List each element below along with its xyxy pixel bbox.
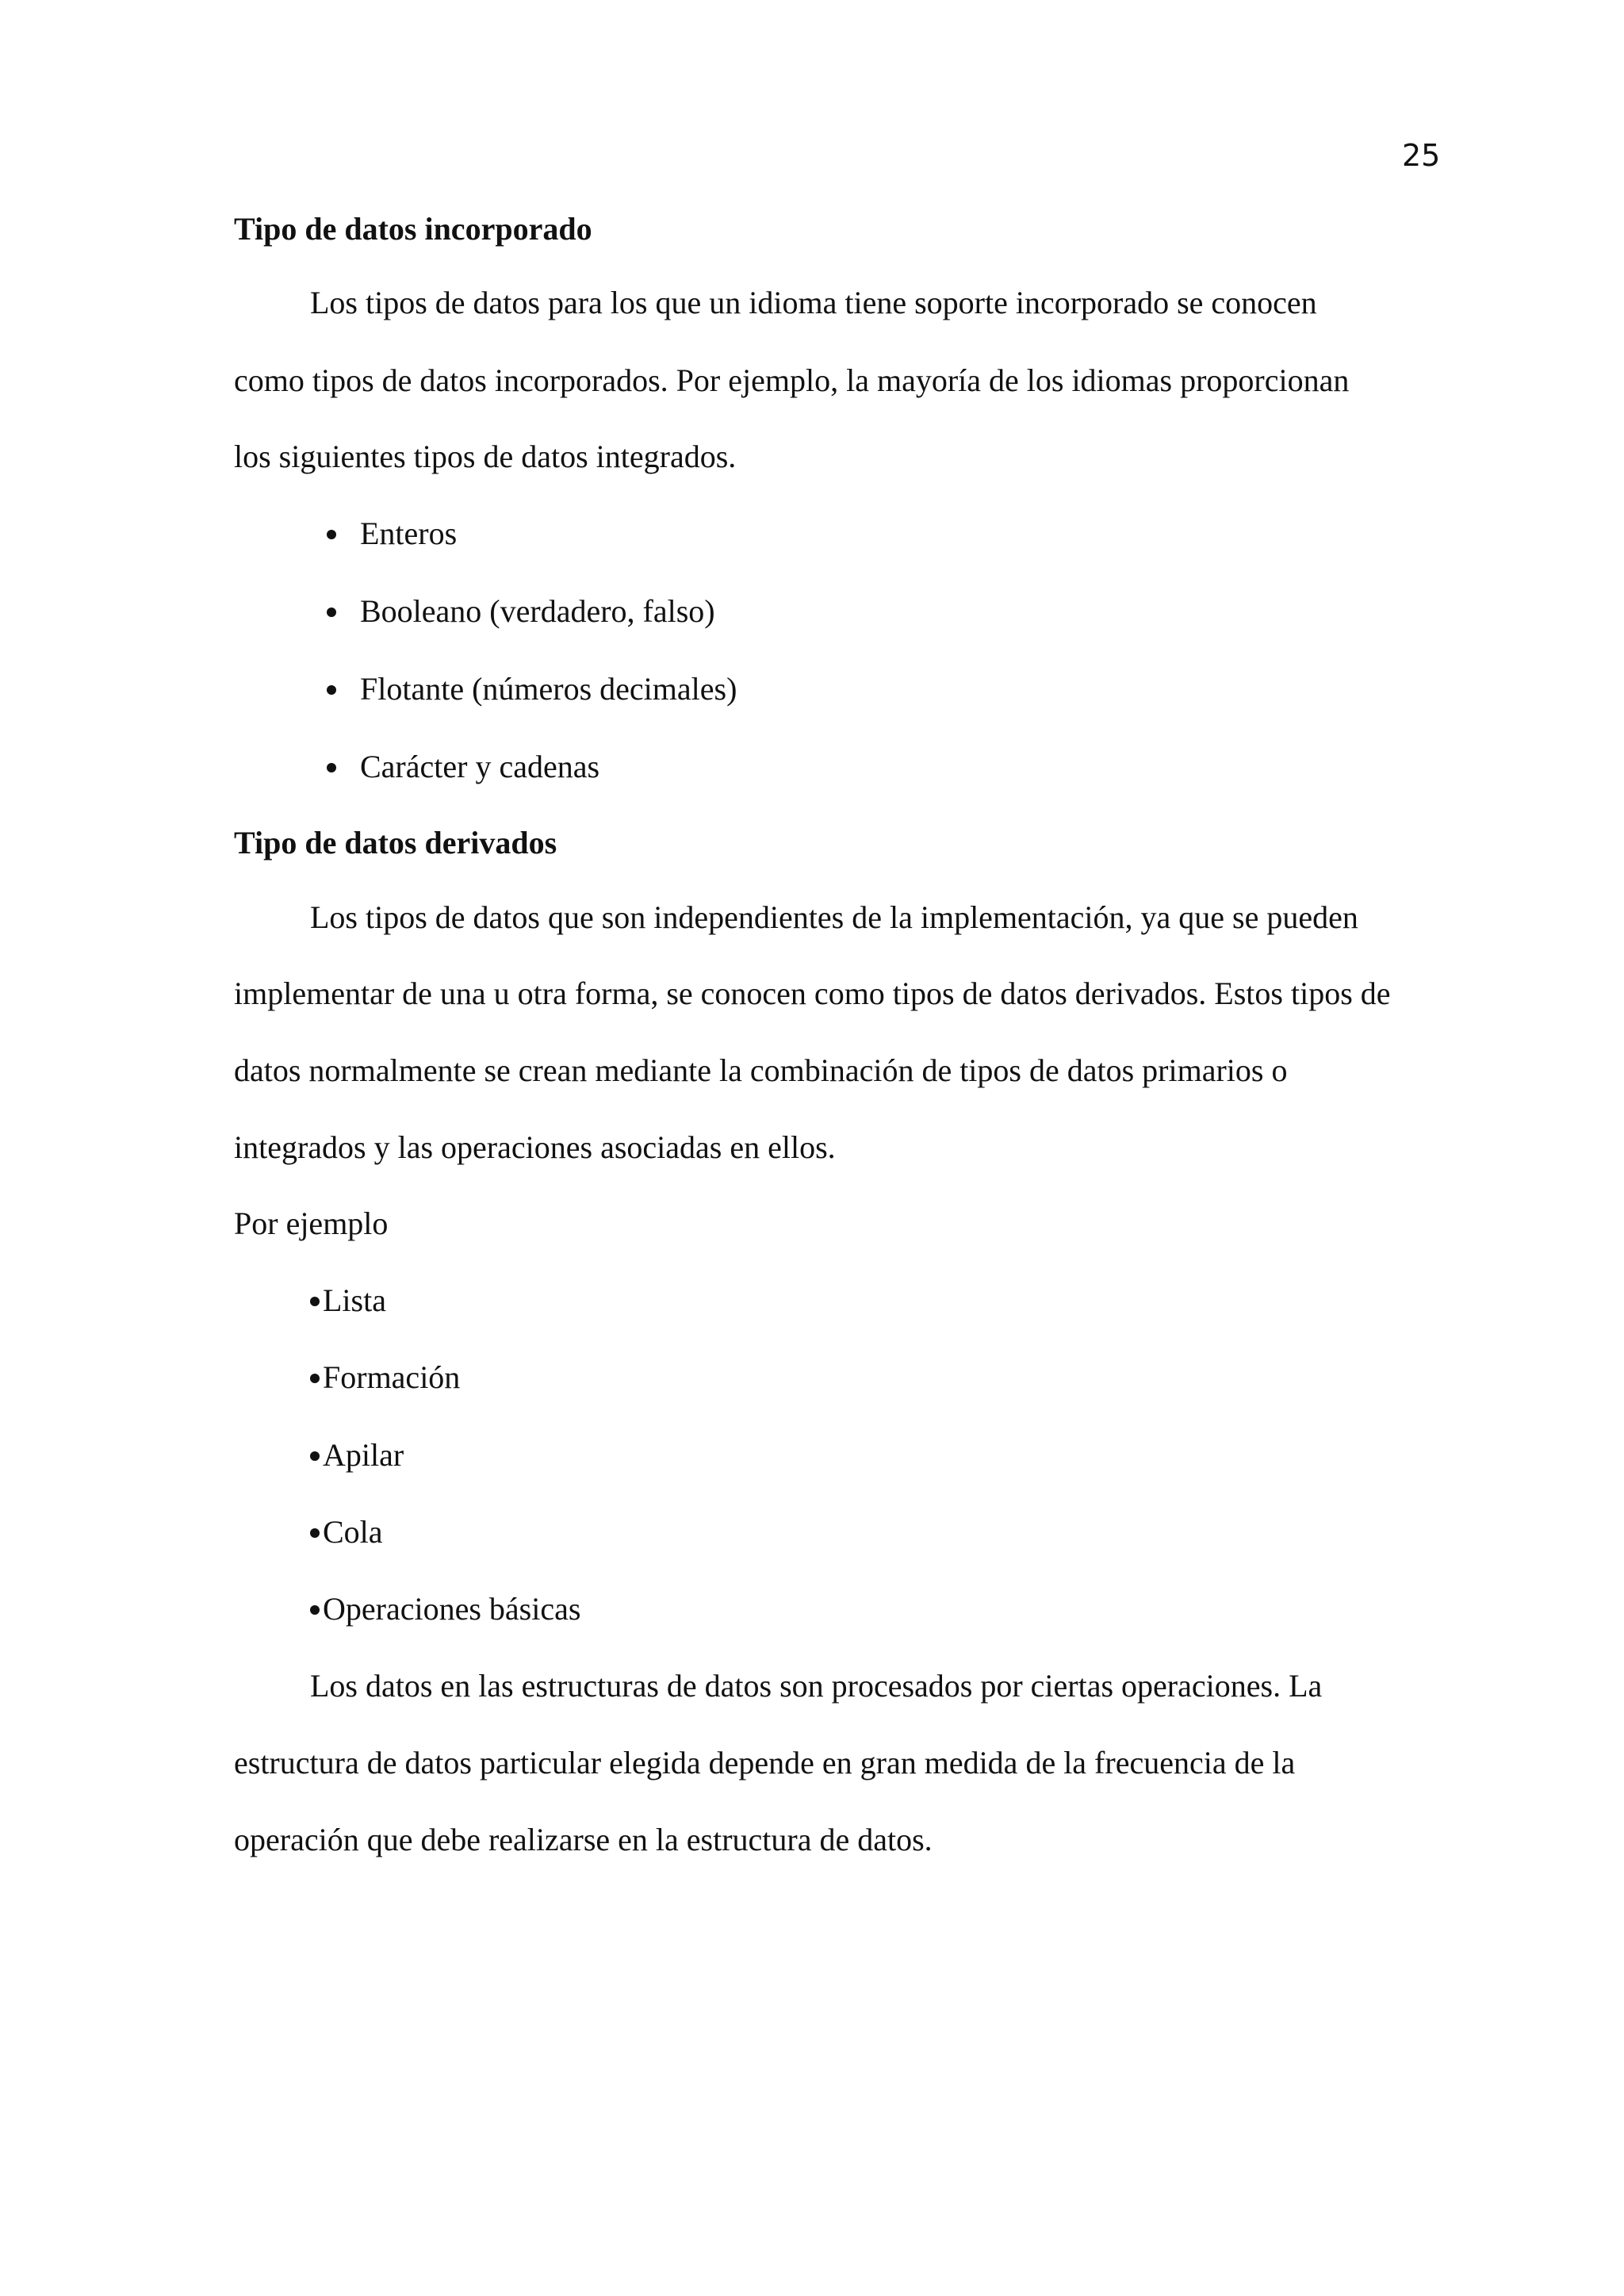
bullet-icon bbox=[327, 685, 336, 695]
list-item-text: Cola bbox=[323, 1514, 383, 1550]
list-item bbox=[327, 743, 599, 791]
bullet-icon bbox=[310, 1297, 320, 1306]
paragraph-line: estructura de datos particular elegida depende en gran medida de la frecuencia de la bbox=[234, 1745, 1296, 1780]
list-item-text: Operaciones básicas bbox=[323, 1591, 581, 1627]
list-item bbox=[310, 1585, 580, 1633]
paragraph-line: los siguientes tipos de datos integrados. bbox=[234, 439, 737, 474]
bullet-icon bbox=[310, 1528, 320, 1538]
list-item bbox=[327, 510, 457, 558]
list-item-text: Lista bbox=[323, 1282, 386, 1318]
list-item-text: Apilar bbox=[323, 1437, 404, 1473]
bullet-icon bbox=[327, 608, 336, 617]
list-item-text: Flotante (números decimales) bbox=[360, 671, 737, 707]
paragraph-line: integrados y las operaciones asociadas en ellos. bbox=[234, 1129, 836, 1165]
page-number: 25 bbox=[1402, 138, 1441, 173]
list-item bbox=[310, 1277, 386, 1324]
list-item-text: Enteros bbox=[360, 516, 458, 551]
list-item bbox=[327, 665, 737, 713]
list-item bbox=[310, 1432, 404, 1479]
example-label: Por ejemplo bbox=[234, 1205, 389, 1241]
paragraph-line: operación que debe realizarse en la estructura de datos. bbox=[234, 1822, 933, 1857]
bullet-icon bbox=[327, 763, 336, 772]
section-heading-incorporado: Tipo de datos incorporado bbox=[234, 211, 592, 247]
list-item-text: Booleano (verdadero, falso) bbox=[360, 593, 715, 629]
paragraph-line: datos normalmente se crean mediante la combinación de tipos de datos primarios o bbox=[234, 1052, 1288, 1088]
bullet-icon bbox=[310, 1374, 320, 1383]
paragraph-line: Los tipos de datos para los que un idioma tiene soporte incorporado se conocen bbox=[310, 285, 1317, 320]
list-item bbox=[327, 588, 715, 635]
list-item-text: Carácter y cadenas bbox=[360, 749, 600, 784]
bullet-icon bbox=[310, 1451, 320, 1461]
section-heading-derivados: Tipo de datos derivados bbox=[234, 825, 557, 861]
bullet-icon bbox=[327, 530, 336, 539]
bullet-icon bbox=[310, 1605, 320, 1615]
paragraph-line: Los tipos de datos que son independientes de la implementación, ya que se pueden bbox=[310, 899, 1358, 935]
paragraph-line: Los datos en las estructuras de datos son procesados por ciertas operaciones. La bbox=[310, 1668, 1323, 1704]
paragraph-line: implementar de una u otra forma, se conocen como tipos de datos derivados. Estos tipos de bbox=[234, 976, 1391, 1011]
list-item bbox=[310, 1508, 383, 1556]
paragraph-line: como tipos de datos incorporados. Por ejemplo, la mayoría de los idiomas proporcionan bbox=[234, 362, 1350, 398]
list-item bbox=[310, 1354, 460, 1401]
list-item-text: Formación bbox=[323, 1359, 461, 1395]
